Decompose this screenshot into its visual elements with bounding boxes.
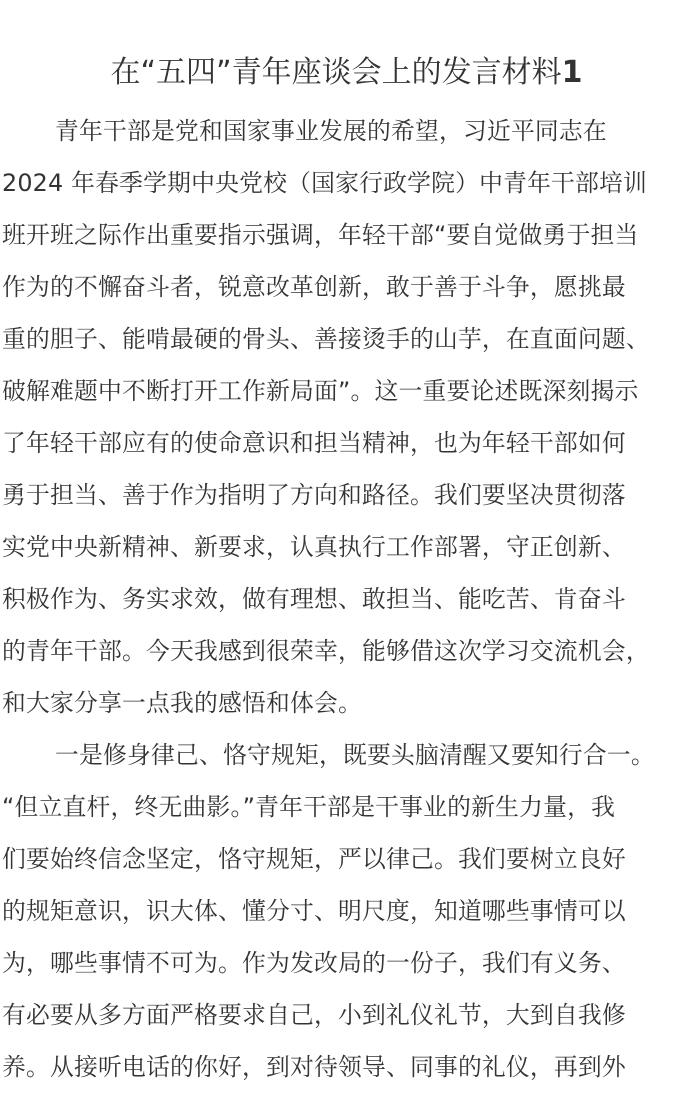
paragraph-1-line-11: 的青年干部。今天我感到很荣幸，能够借这次学习交流机会， [2,637,650,665]
paragraph-1-line-2: 2024 年春季学期中央党校（国家行政学院）中青年干部培训 [2,169,648,197]
title-number: 1 [561,55,583,91]
paragraph-2-line-7: 养。从接听电话的你好，到对待领导、同事的礼仪，再到外 [2,1053,626,1081]
paragraph-1-line-3: 班开班之际作出重要指示强调，年轻干部“要自觉做勇于担当 [2,221,639,249]
paragraph-1-line-9: 实党中央新精神、新要求，认真执行工作部署，守正创新、 [2,533,626,561]
paragraph-2-line-2: “但立直杆，终无曲影。”青年干部是干事业的新生力量，我 [2,793,616,821]
paragraph-1-line-4: 作为的不懈奋斗者，锐意改革创新，敢于善于斗争，愿挑最 [2,273,626,301]
paragraph-1-line-6: 破解难题中不断打开工作新局面”。这一重要论述既深刻揭示 [2,377,639,405]
paragraph-1-line-12: 和大家分享一点我的感悟和体会。 [2,689,362,717]
paragraph-1-line-5: 重的胆子、能啃最硬的骨头、善接烫手的山芋，在直面问题、 [2,325,650,353]
title-text: 在“五四”青年座谈会上的发言材料 [110,55,562,91]
paragraph-1-line-8: 勇于担当、善于作为指明了方向和路径。我们要坚决贯彻落 [2,481,626,509]
paragraph-2-line-1: 一是修身律己、恪守规矩，既要头脑清醒又要知行合一。 [55,741,655,769]
paragraph-2-line-4: 的规矩意识，识大体、懂分寸、明尺度，知道哪些事情可以 [2,897,626,925]
paragraph-2-line-3: 们要始终信念坚定，恪守规矩，严以律己。我们要树立良好 [2,845,626,873]
paragraph-2-line-6: 有必要从多方面严格要求自己，小到礼仪礼节，大到自我修 [2,1001,626,1029]
paragraph-1-line-7: 了年轻干部应有的使命意识和担当精神，也为年轻干部如何 [2,429,626,457]
paragraph-1-line-1: 青年干部是党和国家事业发展的希望，习近平同志在 [55,117,607,145]
paragraph-1-line-10: 积极作为、务实求效，做有理想、敢担当、能吃苦、肯奋斗 [2,585,626,613]
document-title [0,50,693,96]
paragraph-2-line-5: 为，哪些事情不可为。作为发改局的一份子，我们有义务、 [2,949,626,977]
